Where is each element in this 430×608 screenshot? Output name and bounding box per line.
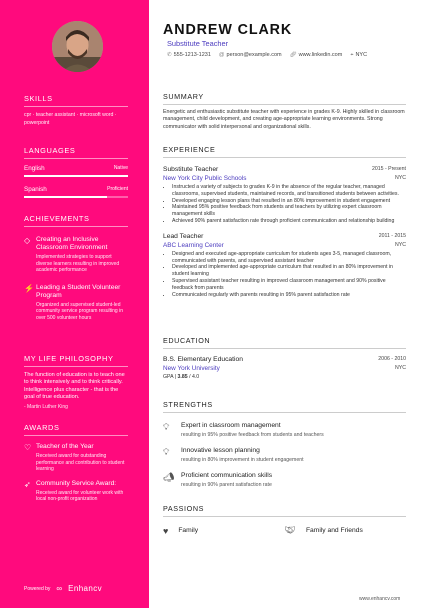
language-name: Spanish bbox=[24, 186, 47, 193]
sidebar bbox=[0, 0, 149, 608]
rocket-icon: ➶ bbox=[24, 479, 31, 489]
summary-section bbox=[163, 92, 406, 131]
education-section bbox=[163, 336, 406, 380]
achievements-title: ACHIEVEMENTS bbox=[24, 214, 128, 227]
megaphone-icon: 📣︎ bbox=[163, 472, 175, 482]
achievement-desc: Implemented strategies to support diverse learners resulting in improved academic performance bbox=[36, 254, 120, 274]
job-bullets bbox=[163, 184, 406, 225]
email-contact: @ person@example.com bbox=[218, 52, 282, 58]
award-title: Community Service Award: bbox=[36, 479, 117, 487]
philosophy-quote: The function of education is to teach one to think intensively and to think critically. Intelligence plus character - that is the goal of true education. bbox=[24, 372, 125, 400]
passion-item bbox=[163, 525, 285, 536]
language-name: English bbox=[24, 165, 45, 172]
achievement-title: Leading a Student Volunteer Program bbox=[36, 283, 121, 299]
lightbulb-icon: 💡︎ bbox=[163, 447, 170, 457]
profile-photo bbox=[52, 21, 103, 72]
language-level-fill bbox=[24, 196, 107, 198]
lightbulb-icon: 💡︎ bbox=[163, 422, 170, 432]
experience-section bbox=[163, 145, 406, 298]
language-level-bar bbox=[24, 196, 128, 198]
job-bullet: • Developed and implemented age-appropriate curriculum that resulted in an 80% improvement in student learning bbox=[172, 264, 406, 278]
strength-title: Proficient communication skills bbox=[181, 472, 273, 479]
passions-section bbox=[163, 504, 406, 536]
job-title: Lead Teacher bbox=[163, 232, 204, 240]
strength-item bbox=[163, 422, 406, 438]
awards-title: AWARDS bbox=[24, 423, 128, 436]
philosophy-author: - Martin Luther King bbox=[24, 404, 68, 411]
education-date: 2006 - 2010 bbox=[378, 356, 406, 362]
diamond-icon: ◇ bbox=[24, 236, 31, 245]
philosophy-section bbox=[24, 354, 128, 410]
job-location: NYC bbox=[395, 175, 406, 181]
enhancv-logo-icon: ∞ bbox=[56, 584, 63, 593]
experience-title: EXPERIENCE bbox=[163, 145, 406, 158]
gpa: GPA | 3.85 / 4.0 bbox=[163, 374, 200, 380]
job-bullet: • Designed and executed age-appropriate curriculum for students ages 3-5, managed classroom, communicated with parents, and supervised assistant teacher bbox=[172, 251, 406, 265]
education-title: EDUCATION bbox=[163, 336, 406, 349]
job-bullet: • Communicated regularly with parents resulting in 95% parent satisfaction rate bbox=[172, 292, 406, 299]
heart-icon: ♥ bbox=[163, 525, 169, 536]
passions-title: PASSIONS bbox=[163, 504, 406, 517]
job-entry bbox=[163, 166, 406, 225]
award-item bbox=[24, 480, 128, 503]
handshake-icon: 🤝︎ bbox=[284, 525, 296, 535]
phone-icon: ✆ bbox=[167, 52, 172, 58]
achievement-desc: Organized and supervised student-led community service program resulting in over 500 volunteer hours bbox=[36, 301, 123, 321]
strength-desc: resulting in 90% parent satisfaction rate bbox=[181, 482, 272, 488]
job-date: 2015 - Present bbox=[371, 166, 406, 172]
summary-title: SUMMARY bbox=[163, 92, 406, 105]
job-location: NYC bbox=[395, 241, 406, 248]
degree: B.S. Elementary Education bbox=[163, 356, 243, 363]
contact-row bbox=[167, 52, 367, 59]
achievement-title: Creating an Inclusive Classroom Environment bbox=[36, 236, 108, 251]
strength-desc: resulting in 95% positive feedback from students and teachers bbox=[181, 432, 324, 438]
job-title: Substitute Teacher bbox=[163, 166, 219, 173]
language-level: Proficient bbox=[107, 186, 128, 192]
job-bullet: • Instructed a variety of subjects to grades K-9 in the absence of the regular teacher, managed classrooms, supervised students, maintained records, and transitioned students between activities. bbox=[172, 184, 406, 198]
job-date: 2011 - 2015 bbox=[378, 232, 406, 239]
award-item bbox=[24, 443, 128, 473]
website-contact: 🔗︎ www.linkedin.com bbox=[289, 52, 343, 58]
bolt-icon: ⚡ bbox=[24, 283, 34, 293]
job-company: ABC Learning Center bbox=[163, 241, 224, 249]
awards-section bbox=[24, 423, 128, 503]
job-bullets bbox=[163, 251, 406, 299]
strength-desc: resulting in 80% improvement in student engagement bbox=[181, 457, 304, 463]
job-entry bbox=[163, 233, 406, 299]
skills-list: cpr · teacher assistant · microsoft word · powerpoint bbox=[24, 112, 117, 126]
summary-text: Energetic and enthusiastic substitute teacher with experience in grades K-9. Highly skilled in classroom management, child development, and creating age-appropriate learning environments. Strong communicator with solid interpersonal and organizational skills. bbox=[163, 109, 405, 130]
passion-title: Family bbox=[178, 527, 199, 534]
star-icon: ♡ bbox=[24, 443, 32, 452]
job-bullet: • Supervised assistant teacher resulting in improved classroom management and 90% positive feedback from parents bbox=[172, 278, 406, 292]
education-location: NYC bbox=[395, 365, 406, 371]
footer-url: www.enhancv.com bbox=[359, 596, 401, 602]
award-desc: Received award for volunteer work with local non-profit organization bbox=[36, 489, 124, 503]
skills-title: SKILLS bbox=[24, 94, 128, 107]
language-item bbox=[24, 165, 128, 177]
strengths-section bbox=[163, 400, 406, 488]
job-company: New York City Public Schools bbox=[163, 175, 247, 182]
candidate-name: ANDREW CLARK bbox=[163, 22, 293, 38]
skills-section bbox=[24, 94, 128, 127]
languages-section bbox=[24, 146, 128, 198]
link-icon: 🔗︎ bbox=[289, 52, 297, 58]
job-bullet: • Maintained 95% positive feedback from students and teachers by utilizing expert classroom management skills bbox=[172, 204, 406, 218]
achievement-item bbox=[24, 236, 128, 274]
strength-item bbox=[163, 447, 406, 463]
award-desc: Received award for outstanding performance and contribution to student learning bbox=[36, 453, 125, 473]
language-level-bar bbox=[24, 175, 128, 177]
strength-title: Expert in classroom management bbox=[181, 422, 281, 429]
at-icon: @ bbox=[218, 52, 225, 58]
strength-title: Innovative lesson planning bbox=[181, 447, 260, 454]
language-item bbox=[24, 186, 128, 198]
pin-icon: ⌖ bbox=[350, 52, 354, 58]
school: New York University bbox=[163, 365, 220, 372]
award-title: Teacher of the Year bbox=[36, 443, 94, 450]
phone-contact: ✆ 555-1213-1231 bbox=[167, 52, 211, 58]
job-bullet: • Developed engaging lesson plans that resulted in an 80% improvement in student engagement bbox=[172, 198, 406, 205]
candidate-role: Substitute Teacher bbox=[167, 39, 229, 48]
enhancv-brand: Enhancv bbox=[68, 584, 103, 593]
philosophy-title: MY LIFE PHILOSOPHY bbox=[24, 354, 128, 367]
strengths-title: STRENGTHS bbox=[163, 400, 406, 413]
location-contact: ⌖ NYC bbox=[350, 52, 368, 58]
language-level-fill bbox=[24, 175, 128, 177]
job-bullet: • Achieved 90% parent satisfaction rate through proficient communication and relationship building bbox=[172, 218, 406, 225]
powered-label: Powered by bbox=[24, 585, 51, 592]
passion-item bbox=[285, 525, 407, 536]
achievement-item bbox=[24, 284, 128, 322]
language-level: Native bbox=[113, 165, 128, 171]
languages-title: LANGUAGES bbox=[24, 146, 128, 159]
passion-title: Family and Friends bbox=[305, 527, 363, 534]
strength-item bbox=[163, 472, 406, 488]
achievements-section bbox=[24, 214, 128, 322]
powered-by bbox=[24, 584, 102, 593]
